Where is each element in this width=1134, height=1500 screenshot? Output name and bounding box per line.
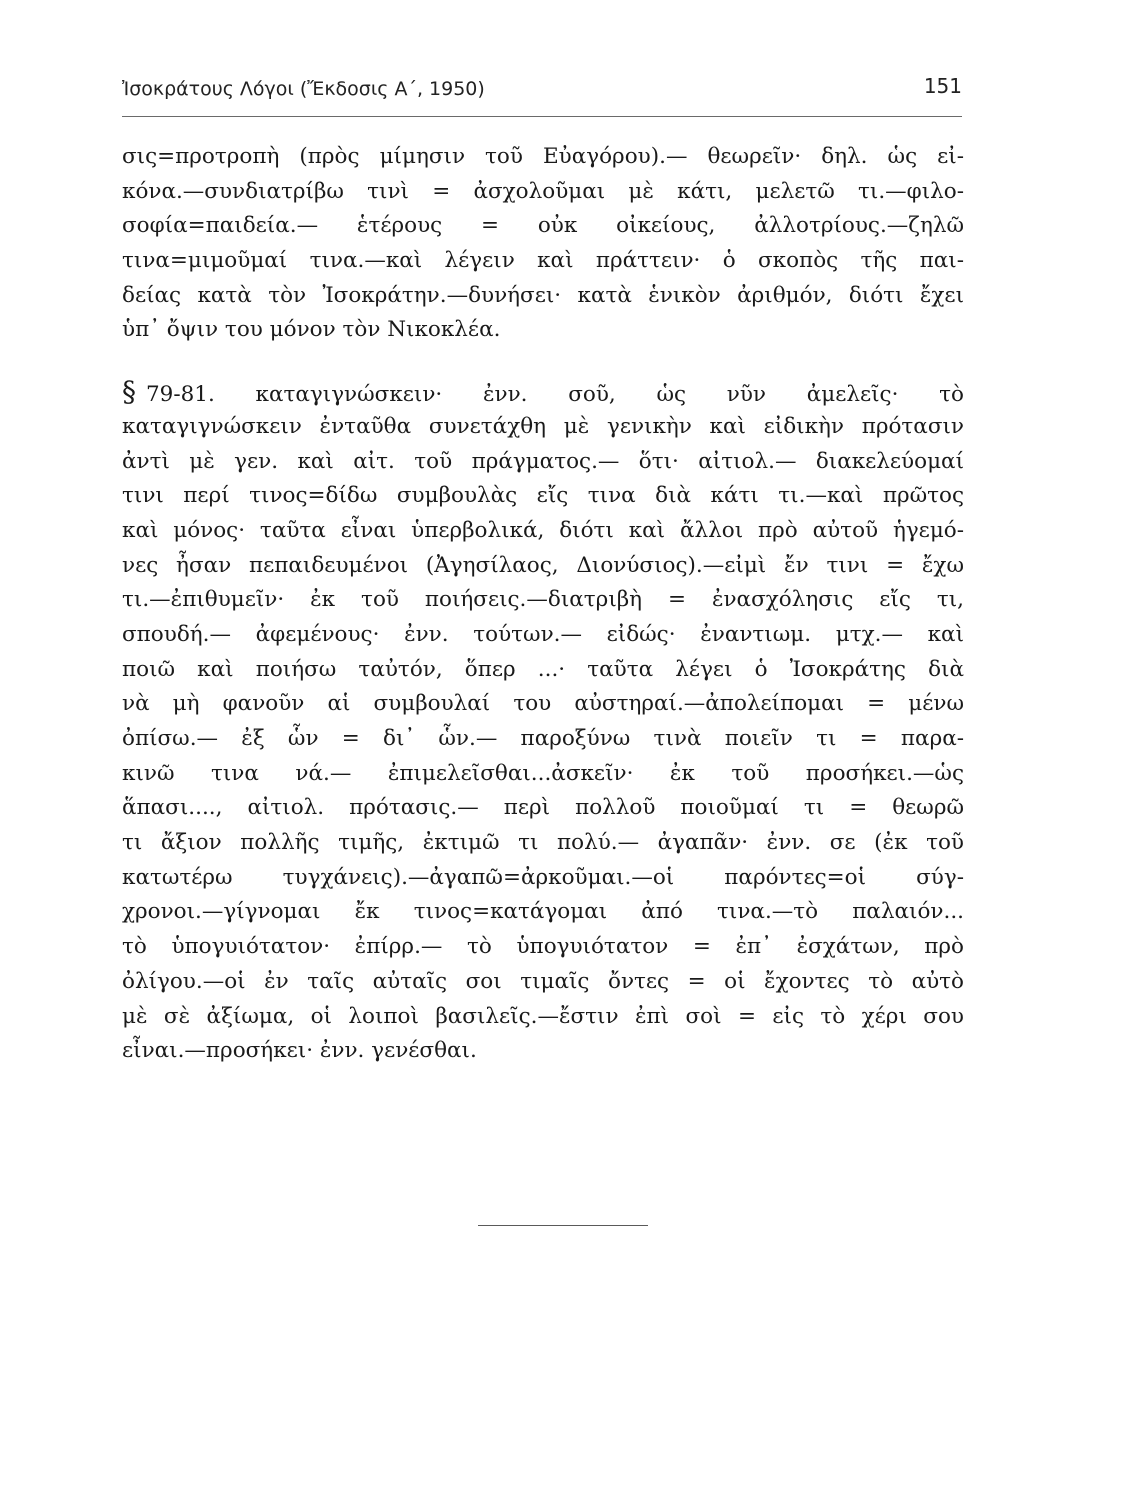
text-line: κόνα.—συνδιατρίβω τινὶ = ἀσχολοῦμαι μὲ κάτι, μελετῶ τι.—φιλο- bbox=[122, 178, 964, 204]
commentary-text bbox=[122, 140, 964, 1069]
paragraph-2 bbox=[122, 375, 964, 1069]
text-line: ὀπίσω.— ἐξ ὧν = δι᾽ ὧν.— παροξύνω τινὰ ποιεῖν τι = παρα- bbox=[122, 726, 964, 751]
text-line: ὑπ᾽ ὄψιν του μόνον τὸν Νικοκλέα. bbox=[122, 317, 501, 343]
text-line: νες ἦσαν πεπαιδευμένοι (Ἀγησίλαος, Διονύσιος).—εἰμὶ ἔν τινι = ἔχω bbox=[122, 552, 964, 578]
text-line: χρονοι.—γίγνομαι ἔκ τινος=κατάγομαι ἀπό τινα.—τὸ παλαιόν... bbox=[122, 899, 964, 925]
text-line: κατωτέρω τυγχάνεις).—ἀγαπῶ=ἀρκοῦμαι.—οἱ παρόντες=οἱ σύγ- bbox=[122, 864, 964, 890]
text-line: σοφία=παιδεία.— ἑτέρους = οὐκ οἰκείους, ἀλλοτρίους.—ζηλῶ bbox=[122, 213, 964, 239]
text-line: ποιῶ καὶ ποιήσω ταὐτόν, ὅπερ ...· ταῦτα λέγει ὁ Ἰσοκράτης διὰ bbox=[122, 656, 964, 682]
text-line: κινῶ τινα νά.— ἐπιμελεῖσθαι...ἀσκεῖν· ἐκ τοῦ προσήκει.—ὡς bbox=[122, 760, 964, 786]
text-line: τι.—ἐπιθυμεῖν· ἐκ τοῦ ποιήσεις.—διατριβὴ = ἐνασχόλησις εἴς τι, bbox=[122, 587, 964, 613]
text-line: τι ἄξιον πολλῆς τιμῆς, ἐκτιμῶ τι πολύ.— ἀγαπᾶν· ἐνν. σε (ἐκ τοῦ bbox=[122, 830, 964, 856]
section-sign: § bbox=[122, 375, 136, 409]
text-line: εἶναι.—προσήκει· ἐνν. γενέσθαι. bbox=[122, 1038, 477, 1064]
text-line: ὀλίγου.—οἱ ἐν ταῖς αὐταῖς σοι τιμαῖς ὄντες = οἱ ἔχοντες τὸ αὐτὸ bbox=[122, 968, 964, 994]
page-number: 151 bbox=[923, 74, 962, 98]
running-head-title: Ἰσοκράτους Λόγοι (Ἔκδοσις Α΄, 1950) bbox=[122, 78, 485, 100]
text-line: μὲ σὲ ἀξίωμα, οἱ λοιποὶ βασιλεῖς.—ἔστιν ἐπὶ σοὶ = εἰς τὸ χέρι σου bbox=[122, 1003, 964, 1029]
text-line: καταγιγνώσκειν ἐνταῦθα συνετάχθη μὲ γενικὴν καὶ εἰδικὴν πρότασιν bbox=[122, 413, 964, 439]
text-line: νὰ μὴ φανοῦν αἱ συμβουλαί του αὐστηραί.—ἀπολείπομαι = μένω bbox=[122, 691, 964, 717]
header-rule bbox=[122, 116, 962, 117]
text-line: ἅπασι...., αἰτιολ. πρότασις.— περὶ πολλοῦ ποιοῦμαί τι = θεωρῶ bbox=[122, 795, 964, 821]
text-line: τινι περί τινος=δίδω συμβουλὰς εἴς τινα διὰ κάτι τι.—καὶ πρῶτος bbox=[122, 483, 964, 509]
section-first-line bbox=[122, 375, 964, 410]
text-line: σις=προτροπὴ (πρὸς μίμησιν τοῦ Εὐαγόρου).— θεωρεῖν· δηλ. ὡς εἰ- bbox=[122, 144, 964, 169]
running-head bbox=[122, 74, 962, 100]
section-lemma: 79-81. καταγιγνώσκειν· ἐνν. σοῦ, ὡς νῦν ἀμελεῖς· τὸ bbox=[146, 382, 964, 408]
text-line: τὸ ὑπογυιότατον· ἐπίρρ.— τὸ ὑπογυιότατον = ἐπ᾽ ἐσχάτων, πρὸ bbox=[122, 934, 964, 960]
text-line: ἀντὶ μὲ γεν. καὶ αἰτ. τοῦ πράγματος.— ὅτι· αἰτιολ.— διακελεύομαί bbox=[122, 448, 964, 474]
text-line: καὶ μόνος· ταῦτα εἶναι ὑπερβολικά, διότι καὶ ἄλλοι πρὸ αὐτοῦ ἡγεμό- bbox=[122, 517, 964, 543]
text-line: τινα=μιμοῦμαί τινα.—καὶ λέγειν καὶ πράττειν· ὁ σκοπὸς τῆς παι- bbox=[122, 248, 964, 274]
paragraph-1 bbox=[122, 140, 964, 348]
text-line: δείας κατὰ τὸν Ἰσοκράτην.—δυνήσει· κατὰ ἑνικὸν ἀριθμόν, διότι ἔχει bbox=[122, 282, 964, 308]
paragraph-gap bbox=[122, 348, 964, 375]
end-rule bbox=[478, 1225, 648, 1226]
text-line: σπουδή.— ἀφεμένους· ἐνν. τούτων.— εἰδώς· ἐναντιωμ. μτχ.— καὶ bbox=[122, 621, 964, 647]
